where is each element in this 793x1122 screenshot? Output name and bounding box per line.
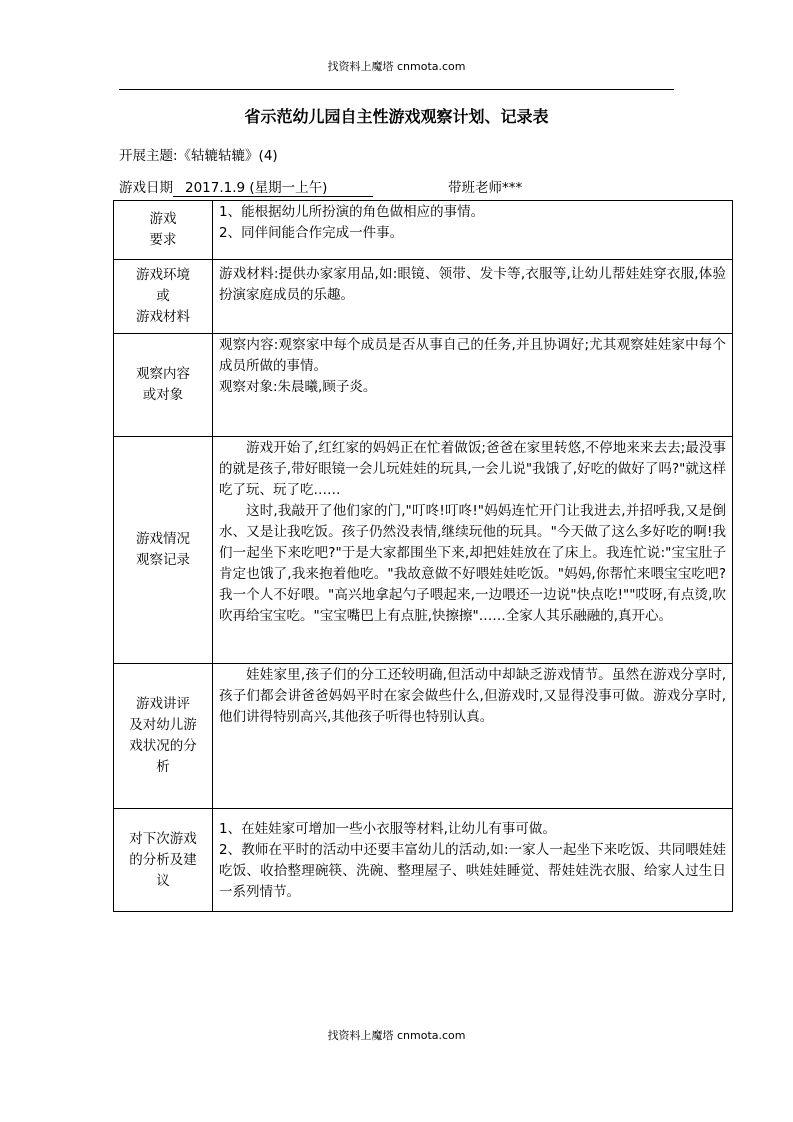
document-title: 省示范幼儿园自主性游戏观察计划、记录表 [244,107,549,126]
table-row [114,437,733,664]
row-content-next [213,809,733,912]
theme-line: 开展主题:《轱辘轱辘》(4) [119,148,278,164]
table-row [114,664,733,809]
row-content-goal [213,201,733,260]
page-footer: 找资料上魔塔 cnmota.com [327,1029,466,1042]
record-paragraph-2: 这时,我敲开了他们家的门,"叮咚!叮咚!"妈妈连忙开门让我进去,并招呼我,又是倒水、又是让我吃饭。孩子仍然没表情,继续玩他的玩具。"今天做了这么多好吃的啊!我们一起坐下来吃吧?"于是大家都围坐下来,却把娃娃放在了床上。我连忙说:"宝宝肚子肯定也饿了,我来抱着他吃。"我故意做不好喂娃娃吃饭。"妈妈,你帮忙来喂宝宝吃吧?我一个人不好喂。"高兴地拿起勺子喂起来,一边喂还一边说"快点吃!""哎呀,有点烫,吹吹再给宝宝吃。"宝宝嘴巴上有点脏,快擦擦"……全家人其乐融融的,真开心。 [219,503,726,624]
observation-table [113,200,733,912]
row-content-review [213,664,733,809]
row-label-next: 对下次游戏 的分析及建 议 [114,809,213,912]
observe-target: 观察对象:朱晨曦,顾子炎。 [219,379,377,395]
page-header: 找资料上魔塔 cnmota.com [327,60,466,73]
date-line [119,176,719,197]
review-text: 娃娃家里,孩子们的分工还较明确,但活动中却缺乏游戏情节。虽然在游戏分享时,孩子们都会讲爸爸妈妈平时在家会做些什么,但游戏时,又显得没事可做。游戏分享时,他们讲得特别高兴,其他孩子听得也特别认真。 [219,667,726,725]
goal-line-2: 2、同伴间能合作完成一件事。 [219,225,404,241]
table-row [114,260,733,334]
table-row [114,809,733,912]
row-label-record: 游戏情况 观察记录 [114,437,213,664]
row-label-goal: 游戏 要求 [114,201,213,260]
table-row [114,201,733,260]
next-line-1: 1、在娃娃家可增加一些小衣服等材料,让幼儿有事可做。 [219,820,556,837]
row-label-review: 游戏讲评 及对幼儿游 戏状况的分 析 [114,664,213,809]
row-label-observe: 观察内容 或对象 [114,334,213,437]
date-label: 游戏日期 [119,180,173,196]
row-content-environment [213,260,733,334]
teacher-label: 带班老师*** [448,180,523,196]
header-rule [119,89,674,90]
date-value: 2017.1.9 (星期一上午) [173,176,373,197]
record-paragraph-1: 游戏开始了,红红家的妈妈正在忙着做饭;爸爸在家里转悠,不停地来来去去;最没事的就是孩子,带好眼镜一会儿玩娃娃的玩具,一会儿说"我饿了,好吃的做好了吗?"就这样吃了玩、玩了吃…… [219,440,726,498]
row-label-environment: 游戏环境 或 游戏材料 [114,260,213,334]
next-line-2: 2、教师在平时的活动中还要丰富幼儿的活动,如:一家人一起坐下来吃饭、共同喂娃娃吃饭、收拾整理碗筷、洗碗、整理屋子、哄娃娃睡觉、帮娃娃洗衣服、给家人过生日一系列情节。 [219,841,726,900]
row-content-observe [213,334,733,437]
environment-text: 游戏材料:提供办家家用品,如:眼镜、领带、发卡等,衣服等,让幼儿帮娃娃穿衣服,体验扮演家庭成员的乐趣。 [219,266,726,303]
goal-line-1: 1、能根据幼儿所扮演的角色做相应的事情。 [219,204,485,220]
row-content-record [213,437,733,664]
observe-content: 观察内容:观察家中每个成员是否从事自己的任务,并且协调好;尤其观察娃娃家中每个成员所做的事情。 [219,337,726,374]
table-row [114,334,733,437]
